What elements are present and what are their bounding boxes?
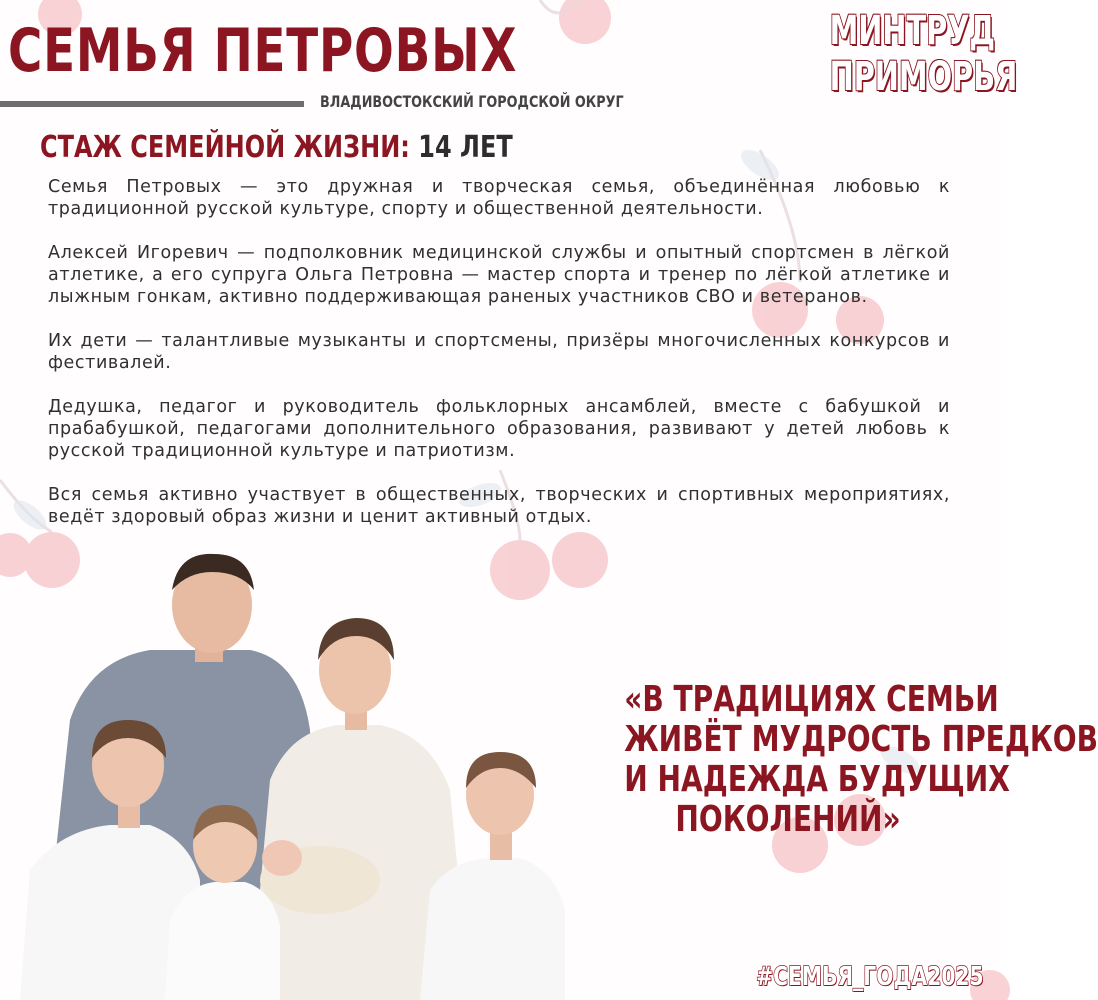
quote-line: «В ТРАДИЦИЯХ СЕМЬИ — [624, 679, 999, 720]
page-title: СЕМЬЯ ПЕТРОВЫХ — [8, 16, 518, 86]
quote-line: ПОКОЛЕНИЙ» — [675, 799, 901, 840]
family-experience — [40, 130, 513, 166]
logo-line-2: ПРИМОРЬЯ — [829, 54, 1018, 100]
quote-line: ЖИВЁТ МУДРОСТЬ ПРЕДКОВ — [624, 719, 1098, 760]
paragraph: Алексей Игоревич — подполковник медицинской службы и опытный спортсмен в лёгкой атлетике, а его супруга Ольга Петровна — мастер спорта и тренер по лёгкой атлетике и лыжным гонкам, активно поддерживающая раненых участников СВО и ветеранов. — [48, 243, 950, 307]
experience-label: СТАЖ СЕМЕЙНОЙ ЖИЗНИ: — [40, 130, 410, 165]
experience-value: 14 ЛЕТ — [418, 130, 513, 165]
paragraph: Семья Петровых — это дружная и творческая семья, объединённая любовью к традиционной русской культуре, спорту и общественной деятельности. — [48, 177, 950, 219]
paragraph: Их дети — талантливые музыканты и спортсмены, призёры многочисленных конкурсов и фестивалей. — [48, 331, 950, 373]
family-photo — [0, 540, 570, 1000]
paragraph: Вся семья активно участвует в общественных, творческих и спортивных мероприятиях, ведёт здоровый образ жизни и ценит активный отдых. — [48, 485, 950, 527]
mintrud-logo — [768, 8, 1018, 100]
quote-line: И НАДЕЖДА БУДУЩИХ — [624, 759, 1010, 800]
family-description — [48, 176, 950, 550]
region-subtitle: ВЛАДИВОСТОКСКИЙ ГОРОДСКОЙ ОКРУГ — [320, 92, 624, 111]
title-underline — [0, 101, 304, 107]
paragraph: Дедушка, педагог и руководитель фольклорных ансамблей, вместе с бабушкой и прабабушкой, педагогами дополнительного образования, развивают у детей любовь к русской традиционной культуре и патриотизм. — [48, 397, 950, 461]
hashtag: #СЕМЬЯ_ГОДА2025 — [756, 962, 984, 992]
logo-line-1: МИНТРУД — [829, 8, 996, 54]
family-quote — [578, 679, 1098, 840]
